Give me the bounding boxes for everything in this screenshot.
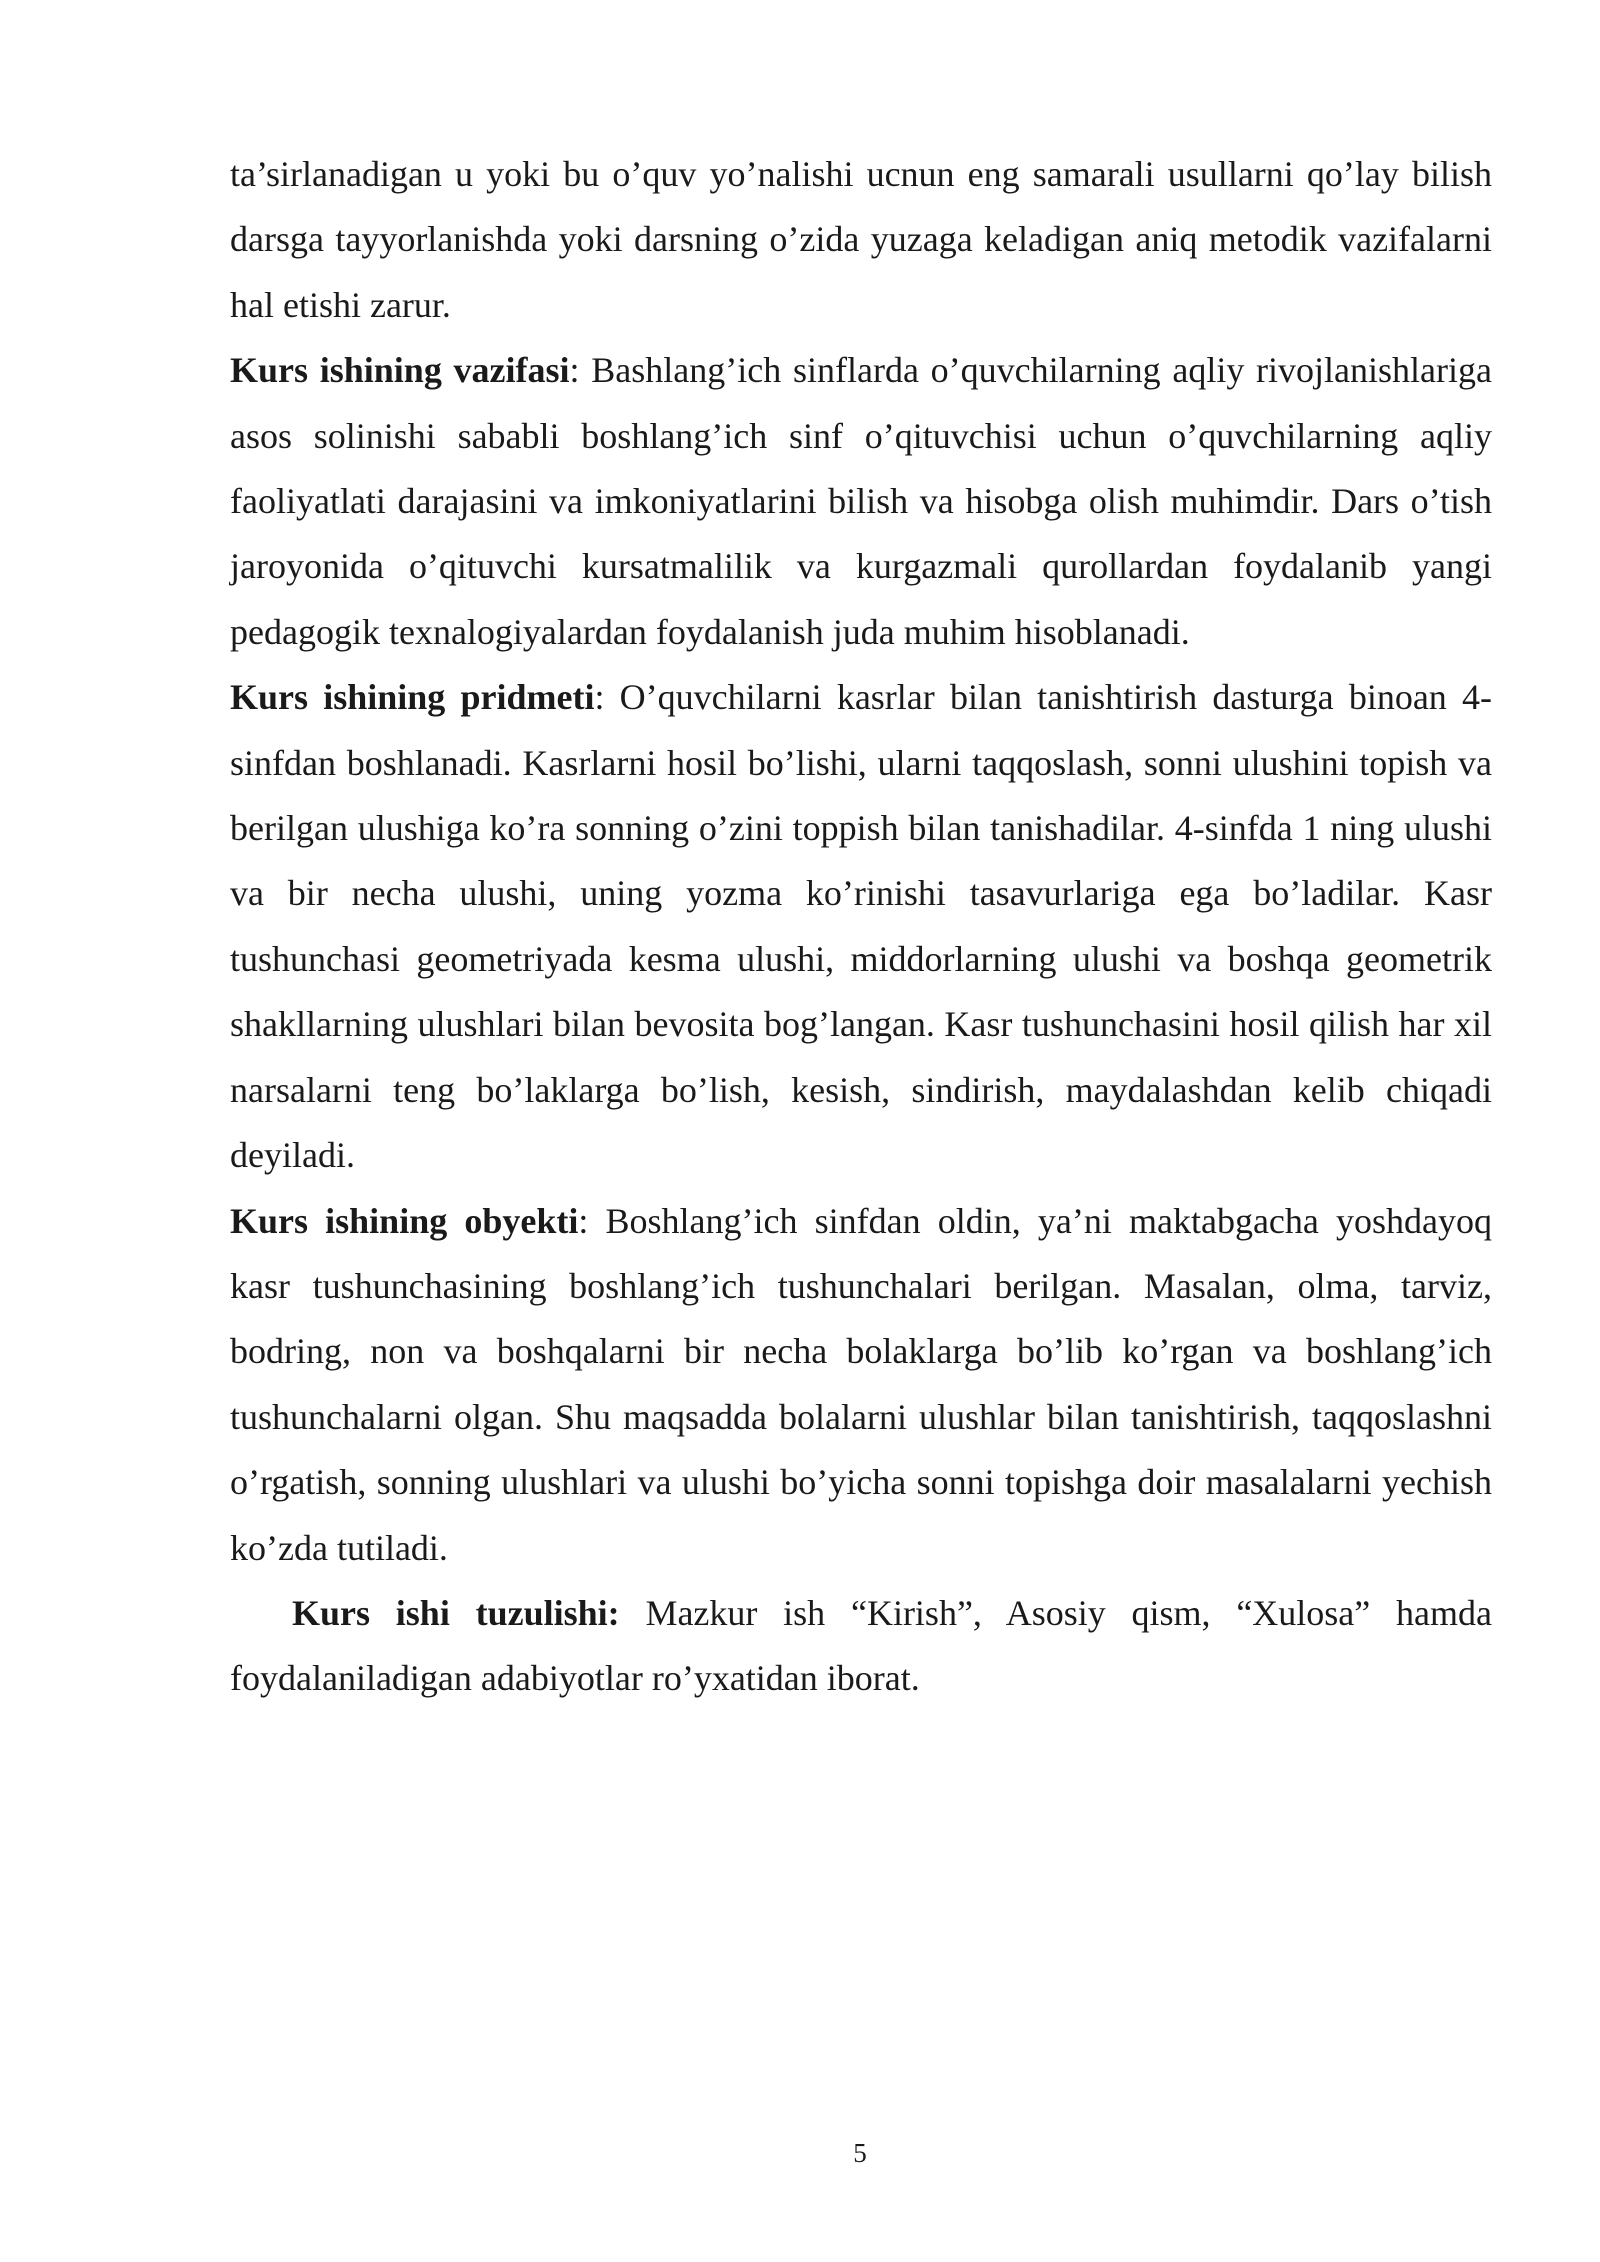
text-body	[230, 142, 1492, 1712]
paragraph-heading: Kurs ishining vazifasi	[230, 350, 570, 391]
paragraph-course-subject	[230, 665, 1492, 1188]
paragraph-heading: Kurs ishining obyekti	[230, 1200, 579, 1241]
paragraph-heading: Kurs ishining pridmeti	[230, 677, 595, 718]
page-number: 5	[853, 2138, 867, 2168]
paragraph-text: O’quvchilarni kasrlar bilan tanishtirish dasturga binoan 4-sinfdan boshlanadi. Kasrlarni hosil bo’lishi, ularni taqqoslash, sonni ulushini topish va berilgan ulushiga ko’ra sonning o’zini toppish bilan tanishadilar. 4-sinfda 1 ning ulushi va bir necha ulushi, uning yozma ko’rinishi tasavurlariga ega bo’ladilar. Kasr tushunchasi geometriyada kesma ulushi, middorlarning ulushi va boshqa geometrik shakllarning ulushlari bilan bevosita bog’langan. Kasr tushunchasini hosil qilish har xil narsalarni teng bo’laklarga bo’lish, kesish, sindirish, maydalashdan kelib chiqadi deyiladi.	[230, 677, 1492, 1176]
paragraph-heading: Kurs ishi tuzulishi:	[292, 1592, 620, 1633]
paragraph-course-tasks	[230, 338, 1492, 665]
paragraph-text: Boshlang’ich sinfdan oldin, ya’ni maktabgacha yoshdayoq kasr tushunchasining boshlang’ich tushunchalari berilgan. Masalan, olma, tarviz, bodring, non va boshqalarni bir necha bolaklarga bo’lib ko’rgan va boshlang’ich tushunchalarni olgan. Shu maqsadda bolalarni ulushlar bilan tanishtirish, taqqoslashni o’rgatish, sonning ulushlari va ulushi bo’yicha sonni topishga doir masalalarni yechish ko’zda tutiladi.	[230, 1200, 1492, 1568]
paragraph-text: Bashlang’ich sinflarda o’quvchilarning aqliy rivojlanishlariga asos solinishi sababli boshlang’ich sinf o’qituvchisi uchun o’quvchilarning aqliy faoliyatlati darajasini va imkoniyatlarini bilish va hisobga olish muhimdir. Dars o’tish jaroyonida o’qituvchi kursatmalilik va kurgazmali qurollardan foydalanib yangi pedagogik texnalogiyalardan foydalanish juda muhim hisoblanadi.	[230, 350, 1492, 652]
paragraph-course-structure	[230, 1581, 1492, 1712]
heading-separator: :	[569, 350, 580, 391]
paragraph-text: Mazkur ish “Kirish”, Asosiy qism, “Xulosa” hamda foydalaniladigan adabiyotlar ro’yxatidan iborat.	[230, 1592, 1492, 1699]
heading-separator: :	[594, 677, 605, 718]
paragraph-text: ta’sirlanadigan u yoki bu o’quv yo’nalishi ucnun eng samarali usullarni qo’lay bilish darsga tayyorlanishda yoki darsning o’zida yuzaga keladigan aniq metodik vazifalarni hal etishi zarur.	[230, 154, 1492, 325]
paragraph-intro-continuation	[230, 142, 1492, 338]
heading-separator: :	[578, 1200, 589, 1241]
paragraph-course-object	[230, 1189, 1492, 1581]
